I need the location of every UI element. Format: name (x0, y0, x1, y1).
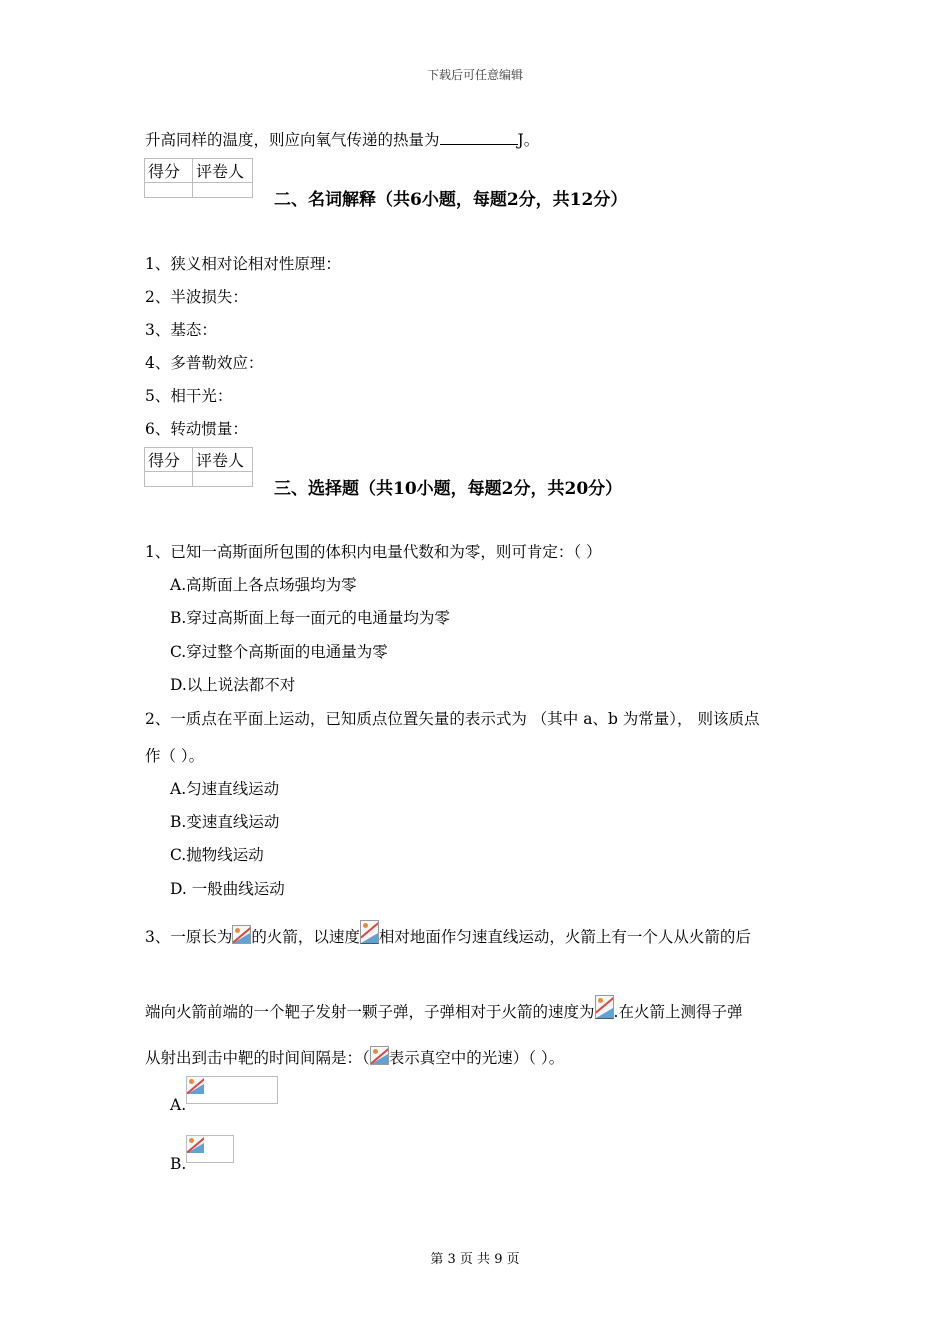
broken-image-icon (187, 1136, 204, 1153)
question-2-option-b: B.变速直线运动 (170, 813, 280, 831)
grader-cell (193, 183, 253, 198)
broken-image-icon (187, 1077, 204, 1094)
question-3-option-b: B. (170, 1135, 234, 1163)
broken-image-icon (232, 925, 251, 944)
term-item: 5、相干光： (145, 387, 233, 405)
page-footer: 第 3 页 共 9 页 (430, 1252, 520, 1267)
question-3-option-a: A. (170, 1076, 278, 1104)
question-2-option-d: D. 一般曲线运动 (170, 880, 285, 898)
grader-label: 评卷人 (193, 159, 253, 183)
question-3-line2: 端向火箭前端的一个靶子发射一颗子弹，子弹相对于火箭的速度为 .在火箭上测得子弹 (145, 995, 742, 1022)
option-a-image (186, 1076, 278, 1104)
grader-cell (193, 472, 253, 487)
section2-title: 二、名词解释（共6小题，每题2分，共12分） (274, 190, 628, 210)
score-table-section2 (144, 158, 253, 198)
broken-image-icon (360, 920, 379, 944)
question-1-option-d: D.以上说法都不对 (170, 676, 296, 694)
score-label: 得分 (145, 159, 193, 183)
broken-image-icon (595, 995, 614, 1019)
term-item: 4、多普勒效应： (145, 354, 264, 372)
option-b-image (186, 1135, 234, 1163)
question-2-stem-line1: 2、一质点在平面上运动，已知质点位置矢量的表示式为 （其中 a、b 为常量）， 则该质点 (145, 710, 760, 728)
grader-label: 评卷人 (193, 448, 253, 472)
question-1-option-c: C.穿过整个高斯面的电通量为零 (170, 643, 388, 661)
answer-blank (440, 130, 518, 145)
question-3-line1: 3、一原长为 的火箭，以速度 相对地面作匀速直线运动，火箭上有一个人从火箭的后 (145, 920, 751, 947)
question-1-option-b: B.穿过高斯面上每一面元的电通量均为零 (170, 609, 450, 627)
term-item: 3、基态： (145, 321, 217, 339)
question-2-option-a: A.匀速直线运动 (170, 780, 280, 798)
score-table-section3 (144, 447, 253, 487)
score-label: 得分 (145, 448, 193, 472)
question-1-stem: 1、已知一高斯面所包围的体积内电量代数和为零，则可肯定：（ ） (145, 543, 602, 561)
score-cell (145, 472, 193, 487)
heat-question-tail: 升高同样的温度，则应向氧气传递的热量为 J。 (145, 131, 540, 149)
question-2-option-c: C.抛物线运动 (170, 846, 264, 864)
term-item: 1、狭义相对论相对性原理： (145, 255, 341, 273)
question-1-option-a: A.高斯面上各点场强均为零 (170, 576, 357, 594)
question-2-stem-line2: 作（ ）。 (145, 747, 205, 765)
section3-title: 三、选择题（共10小题，每题2分，共20分） (274, 479, 623, 499)
question-3-line3: 从射出到击中靶的时间间隔是：（ 表示真空中的光速）（ ）。 (145, 1046, 564, 1068)
term-item: 2、半波损失： (145, 288, 248, 306)
term-item: 6、转动惯量： (145, 420, 248, 438)
page-header: 下载后可任意编辑 (426, 68, 523, 82)
broken-image-icon (370, 1046, 389, 1065)
score-cell (145, 183, 193, 198)
